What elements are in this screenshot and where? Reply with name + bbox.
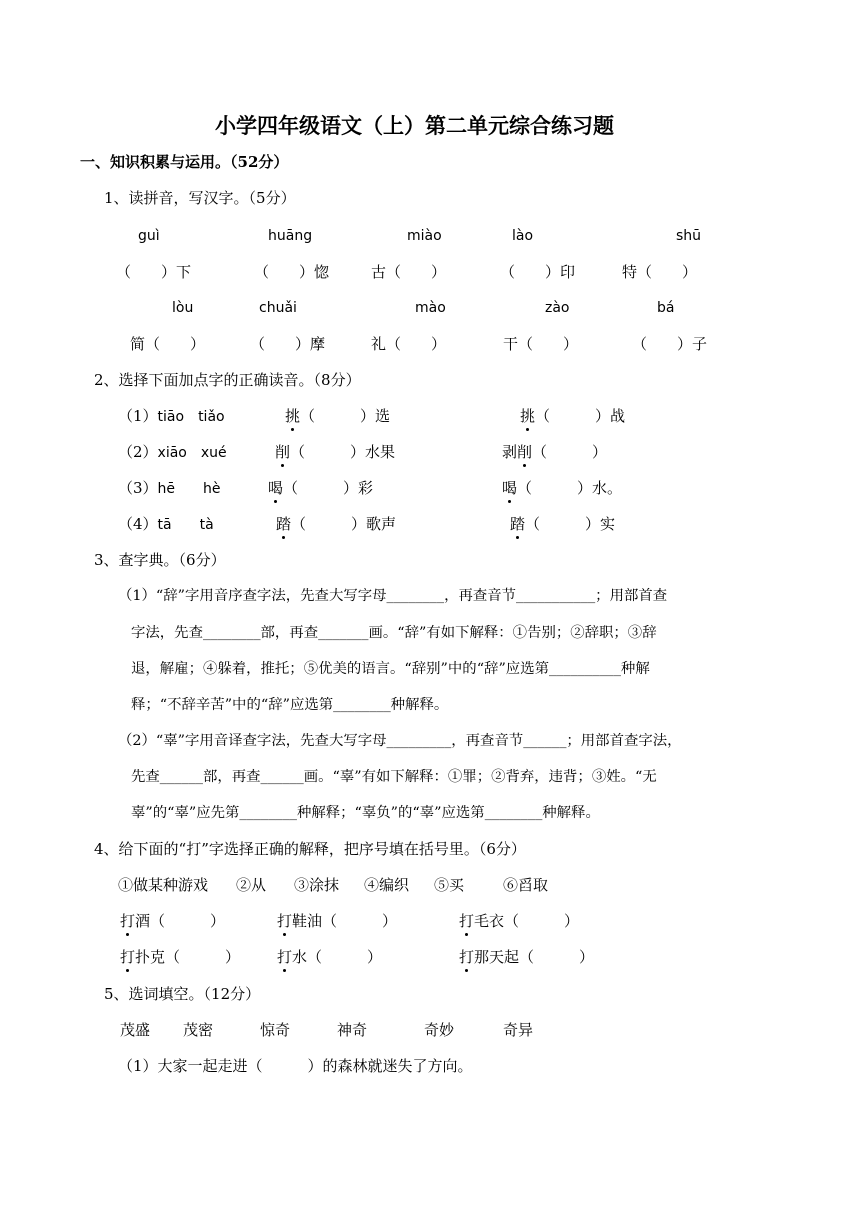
pinyin: guì [138, 228, 160, 244]
answer-blank[interactable]: 喝（ ）彩 [268, 479, 374, 497]
dotted-char: 削 [517, 443, 533, 461]
paragraph-line: （1）“辞”字用音序查字法，先查大写字母________，再查音节___________；用部首查 [118, 588, 668, 604]
question-1-heading: 1、读拼音，写汉字。（5分） [104, 189, 296, 207]
pinyin-options: tiāo tiǎo [157, 409, 225, 425]
dotted-char: 打 [120, 948, 136, 966]
pinyin: zào [545, 300, 570, 316]
word-option: 奇异 [503, 1021, 534, 1039]
answer-blank[interactable]: 特（ ） [622, 263, 698, 281]
question-4-heading: 4、给下面的“打”字选择正确的解释，把序号填在括号里。（6分） [94, 840, 526, 858]
word-option: 惊奇 [260, 1021, 291, 1039]
dotted-char: 喝 [502, 479, 518, 497]
option: ③涂抹 [294, 876, 340, 894]
answer-blank[interactable]: （ ）子 [632, 335, 708, 353]
dotted-char: 打 [277, 948, 293, 966]
dotted-char: 挑 [285, 407, 301, 425]
pinyin: huāng [268, 228, 313, 244]
option: ⑥舀取 [503, 876, 549, 894]
dotted-char: 打 [120, 912, 136, 930]
option: ②从 [236, 876, 267, 894]
dotted-char: 削 [275, 443, 291, 461]
pinyin: mào [415, 300, 446, 316]
answer-blank[interactable]: 打酒（ ） [120, 912, 226, 930]
answer-blank[interactable]: 打毛衣（ ） [459, 912, 580, 930]
word-option: 茂密 [183, 1021, 214, 1039]
section-heading: 一、知识积累与运用。（52分） [80, 153, 289, 171]
answer-blank[interactable]: （ ）印 [500, 263, 576, 281]
paragraph-line: 字法，先查________部，再查_______画。“辞”有如下解释：①告别；②辞职；③辞 [131, 625, 657, 641]
dotted-char: 踏 [276, 515, 292, 533]
option: ⑤买 [434, 876, 465, 894]
pinyin-options: tā tà [157, 517, 214, 533]
page-title: 小学四年级语文（上）第二单元综合练习题 [215, 113, 614, 138]
answer-blank[interactable]: 干（ ） [503, 335, 579, 353]
dotted-char: 打 [277, 912, 293, 930]
fill-in-sentence[interactable]: （1）大家一起走进（ ）的森林就迷失了方向。 [118, 1057, 473, 1075]
item-number: （2）xiāo xué [118, 443, 227, 461]
dotted-char: 打 [459, 948, 475, 966]
answer-blank[interactable]: 打扑克（ ） [120, 948, 241, 966]
answer-blank[interactable]: （ ）下 [116, 263, 192, 281]
question-5-heading: 5、选词填空。（12分） [104, 985, 261, 1003]
paragraph-line: 退，解雇；④躲着，推托；⑤优美的语言。“辞别”中的“辞”应选第__________种解 [131, 661, 650, 677]
paragraph-line: 先查______部，再查______画。“辜”有如下解释：①罪；②背弃，违背；③姓。“无 [131, 769, 657, 785]
item-number: （4）tā tà [118, 515, 214, 533]
pinyin: lào [512, 228, 534, 244]
answer-blank[interactable]: 礼（ ） [371, 335, 447, 353]
pinyin: shū [676, 228, 702, 244]
answer-blank[interactable]: （ ）摩 [250, 335, 326, 353]
answer-blank[interactable]: 剥削（ ） [502, 443, 608, 461]
item-number: （1）tiāo tiǎo [118, 407, 225, 425]
word-option: 神奇 [337, 1021, 368, 1039]
question-3-heading: 3、查字典。（6分） [94, 551, 226, 569]
answer-blank[interactable]: 打水（ ） [277, 948, 383, 966]
answer-blank[interactable]: 打鞋油（ ） [277, 912, 398, 930]
answer-blank[interactable]: 挑（ ）选 [285, 407, 391, 425]
option: ④编织 [364, 876, 410, 894]
answer-blank[interactable]: 打那天起（ ） [459, 948, 595, 966]
option: ①做某种游戏 [118, 876, 209, 894]
question-2-heading: 2、选择下面加点字的正确读音。（8分） [94, 371, 361, 389]
pinyin-options: xiāo xué [157, 445, 227, 461]
dotted-char: 踏 [510, 515, 526, 533]
answer-blank[interactable]: 削（ ）水果 [275, 443, 396, 461]
pinyin: lòu [172, 300, 194, 316]
word-option: 奇妙 [424, 1021, 455, 1039]
word-option: 茂盛 [120, 1021, 151, 1039]
answer-blank[interactable]: 喝（ ）水。 [502, 479, 623, 497]
answer-blank[interactable]: 简（ ） [130, 335, 206, 353]
item-number: （3）hē hè [118, 479, 221, 497]
pinyin: chuǎi [259, 300, 297, 316]
paragraph-line: 释；“不辞辛苦”中的“辞”应选第________种解释。 [131, 697, 449, 713]
paragraph-line: （2）“辜”字用音译查字法，先查大写字母_________，再查音节______；用部首查字法， [118, 733, 682, 749]
dotted-char: 打 [459, 912, 475, 930]
answer-blank[interactable]: 踏（ ）歌声 [276, 515, 397, 533]
pinyin: bá [657, 300, 675, 316]
paragraph-line: 辜”的“辜”应先第________种解释；“辜负”的“辜”应选第________种解释。 [131, 805, 600, 821]
answer-blank[interactable]: （ ）惚 [254, 263, 330, 281]
pinyin: miào [407, 228, 442, 244]
answer-blank[interactable]: 古（ ） [371, 263, 447, 281]
dotted-char: 喝 [268, 479, 284, 497]
pinyin-options: hē hè [157, 481, 221, 497]
answer-blank[interactable]: 挑（ ）战 [520, 407, 626, 425]
dotted-char: 挑 [520, 407, 536, 425]
answer-blank[interactable]: 踏（ ）实 [510, 515, 616, 533]
